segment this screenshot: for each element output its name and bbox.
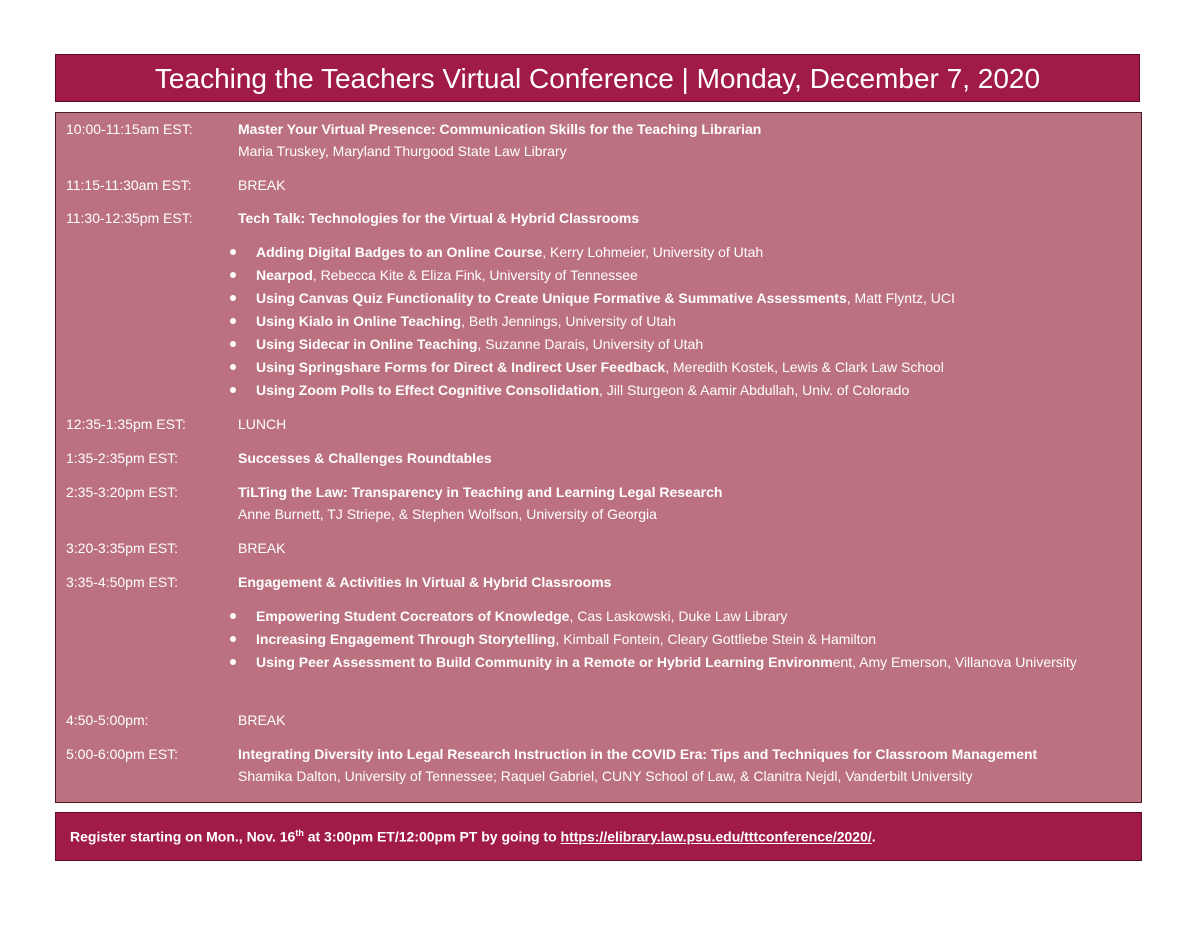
ordinal-suffix: th [295,828,304,838]
presentation-item [228,264,1108,287]
session-time: 10:00-11:15am EST: [66,121,193,137]
session-title: BREAK [238,540,286,556]
registration-time: at 3:00pm ET/12:00pm PT by going to [303,828,561,845]
session-title: LUNCH [238,416,287,432]
presentation-speakers: , Cas Laskowski, Duke Law Library [569,608,788,624]
bullet-icon [230,659,236,665]
presentation-item [228,628,1108,651]
presentation-speakers: , Suzanne Darais, University of Utah [477,336,704,352]
presentation-item [228,605,1108,628]
conference-title-banner [55,54,1140,102]
presentation-title: Using Peer Assessment to Build Community in a Remote or Hybrid Learning Environm [256,654,833,670]
bullet-icon [230,341,236,347]
presentation-speakers: , Jill Sturgeon & Aamir Abdullah, Univ. of Colorado [599,382,910,398]
session-time: 5:00-6:00pm EST: [66,746,179,762]
bullet-icon [230,249,236,255]
presentation-speakers: , Meredith Kostek, Lewis & Clark Law School [665,359,944,375]
session-time: 3:35-4:50pm EST: [66,574,179,590]
session-title: Integrating Diversity into Legal Research Instruction in the COVID Era: Tips and Techniques for Classroom Management [238,746,1038,762]
session-title: Master Your Virtual Presence: Communication Skills for the Teaching Librarian [238,121,762,137]
presentation-title: Using Sidecar in Online Teaching [256,336,478,352]
registration-period: . [871,828,876,845]
presentation-speakers: ent, Amy Emerson, Villanova University [832,654,1077,670]
presentation-speakers: , Beth Jennings, University of Utah [461,313,676,329]
session-title: Tech Talk: Technologies for the Virtual & Hybrid Classrooms [238,210,640,226]
bullet-icon [230,387,236,393]
presentation-title: Nearpod [256,267,313,283]
session-time: 2:35-3:20pm EST: [66,484,179,500]
registration-link[interactable]: https://elibrary.law.psu.edu/tttconference/2020/ [560,828,872,845]
session-time: 1:35-2:35pm EST: [66,450,179,466]
session-speakers: Shamika Dalton, University of Tennessee; Raquel Gabriel, CUNY School of Law, & Clanitra Nejdl, Vanderbilt University [238,768,973,784]
presentation-title: Empowering Student Cocreators of Knowledge [256,608,570,624]
presentation-title: Using Kialo in Online Teaching [256,313,462,329]
presentation-speakers: , Matt Flyntz, UCI [846,290,955,306]
presentation-item [228,651,1108,673]
session-speakers: Anne Burnett, TJ Striepe, & Stephen Wolfson, University of Georgia [238,506,657,522]
session-title: Engagement & Activities In Virtual & Hybrid Classrooms [238,574,612,590]
conference-title: Teaching the Teachers Virtual Conference | Monday, December 7, 2020 [154,63,1041,94]
registration-text: Register starting on Mon., Nov. 16 [70,828,296,845]
presentation-speakers: , Rebecca Kite & Eliza Fink, University of Tennessee [312,267,638,283]
presentation-item [228,333,1108,356]
presentation-title: Using Canvas Quiz Functionality to Create Unique Formative & Summative Assessments [256,290,847,306]
bullet-icon [230,636,236,642]
session-title: BREAK [238,177,286,193]
presentation-list [228,605,1108,673]
presentation-title: Increasing Engagement Through Storytelling [256,631,556,647]
bullet-icon [230,295,236,301]
presentation-title: Adding Digital Badges to an Online Course [256,244,543,260]
session-title: BREAK [238,712,286,728]
schedule-panel [55,112,1142,803]
session-time: 12:35-1:35pm EST: [66,416,186,432]
presentation-list [228,241,1108,402]
session-time: 3:20-3:35pm EST: [66,540,179,556]
bullet-icon [230,613,236,619]
presentation-item [228,241,1108,264]
bullet-icon [230,272,236,278]
presentation-item [228,310,1108,333]
presentation-title: Using Zoom Polls to Effect Cognitive Consolidation [256,382,599,398]
presentation-item [228,379,1108,402]
session-title: TiLTing the Law: Transparency in Teaching and Learning Legal Research [238,484,723,500]
presentation-title: Using Springshare Forms for Direct & Indirect User Feedback [256,359,666,375]
bullet-icon [230,364,236,370]
session-speakers: Maria Truskey, Maryland Thurgood State Law Library [238,143,567,159]
session-time: 11:15-11:30am EST: [66,177,192,193]
session-time: 11:30-12:35pm EST: [66,210,193,226]
session-time: 4:50-5:00pm: [66,712,149,728]
session-title: Successes & Challenges Roundtables [238,450,492,466]
presentation-item [228,287,1108,310]
bullet-icon [230,318,236,324]
presentation-speakers: , Kerry Lohmeier, University of Utah [542,244,764,260]
presentation-speakers: , Kimball Fontein, Cleary Gottliebe Stein & Hamilton [555,631,877,647]
presentation-item [228,356,1108,379]
registration-banner [55,812,1142,861]
